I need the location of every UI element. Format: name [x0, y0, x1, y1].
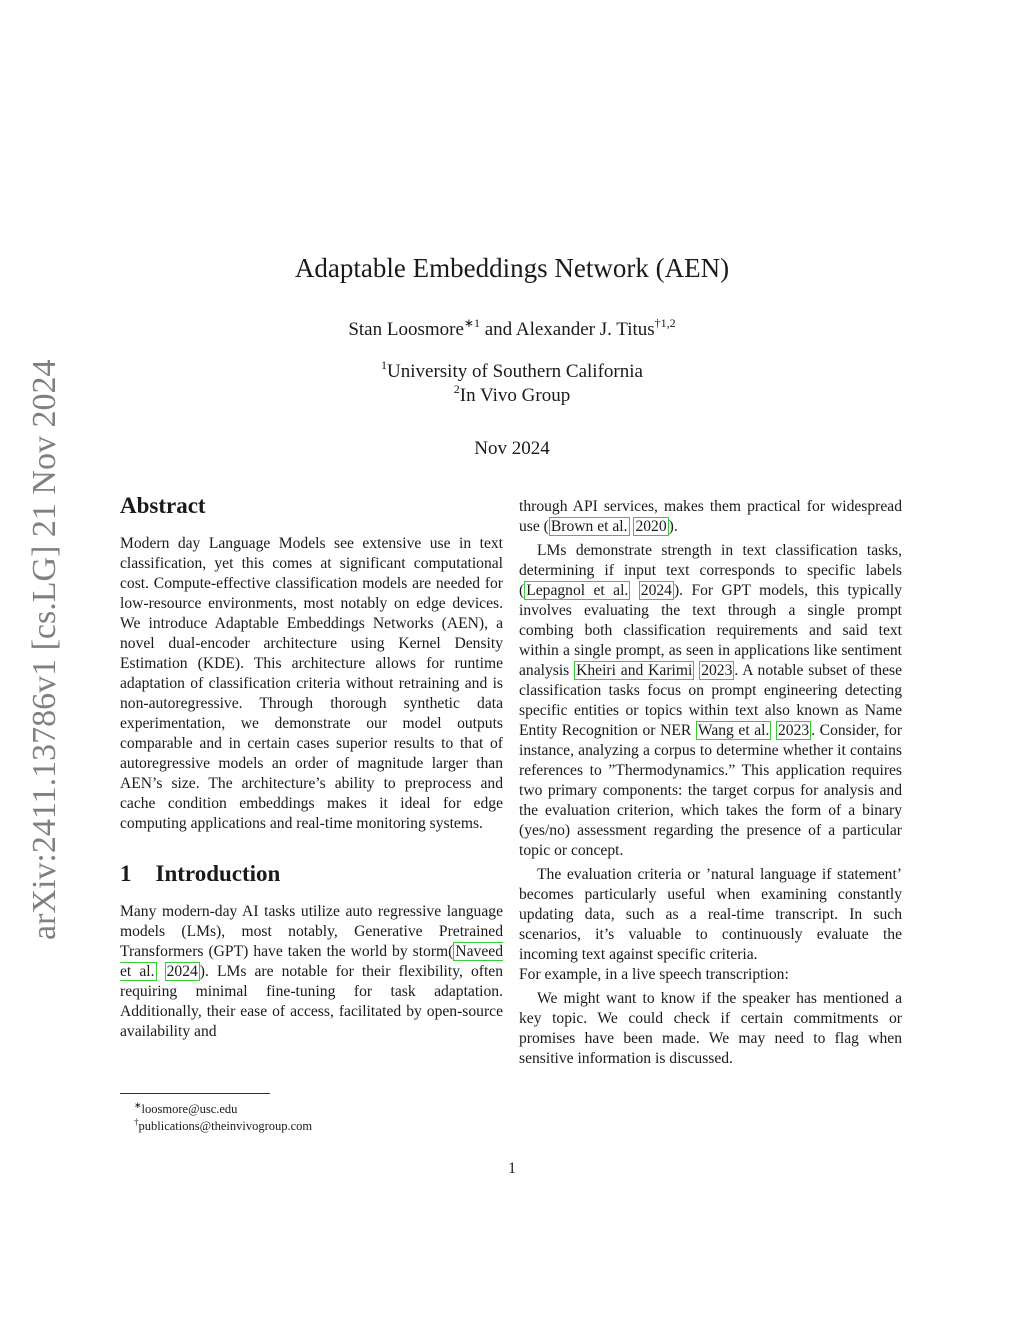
right-p1-text-a: LMs demonstrate strength in text classification tasks, determining if input text corresponds to specific labels ( [519, 542, 902, 599]
right-paragraph-0 [519, 497, 902, 537]
citation-brown-year[interactable]: 2020 [635, 518, 667, 535]
footnote-2-text[interactable]: publications@theinvivogroup.com [138, 1119, 313, 1133]
right-p1-text-c: . A notable subset of these classification tasks focus on prompt engineering detecting specific entities or topics within text also known as Name Entity Recognition or NER [519, 662, 902, 739]
right-paragraph-2: The evaluation criteria or ’natural language if statement’ becomes particularly useful when examining constantly updating data, such as a real-time transcript. In such scenarios, it’s valuable to continuously evaluate the incoming text against specific criteria. [519, 866, 902, 963]
citation-naveed-year[interactable]: 2024 [166, 963, 198, 980]
affiliation-1 [0, 360, 1024, 384]
right-p1-text-d: . Consider, for instance, analyzing a corpus to determine whether it contains references to ”Thermodynamics.” This application requires two primary components: the target corpus for analysis and the evaluation criterion, which takes the form of a binary (yes/no) assessment regarding the presence of a particular topic or concept. [519, 722, 903, 859]
affiliation-2-text: In Vivo Group [459, 385, 571, 406]
author-1: Stan Loosmore [348, 319, 464, 340]
page-number: 1 [508, 1160, 516, 1177]
author-1-mark: ∗1 [463, 316, 480, 330]
citation-wang[interactable]: Wang et al. [697, 722, 770, 739]
footnote-2-mark: † [134, 1117, 139, 1127]
citation-kheiri[interactable]: Kheiri and Karimi [576, 662, 693, 679]
right-paragraph-4: We might want to know if the speaker has mentioned a key topic. We could check if certain commitments or promises have been made. We may need to flag when sensitive information is discussed. [519, 990, 902, 1067]
affiliation-2-mark: 2 [453, 382, 460, 396]
intro-p1-text-a: Many modern-day AI tasks utilize auto regressive language models (LMs), most notably, Generative Pretrained Transformers (GPT) have taken the world by storm( [120, 903, 503, 960]
author-line [0, 318, 1024, 342]
citation-naveed[interactable]: Naveed et al. [120, 943, 503, 980]
intro-heading [120, 860, 503, 888]
citation-brown[interactable]: Brown et al. [550, 518, 628, 535]
intro-p1-text-b: ). LMs are notable for their flexibility, often requiring minimal fine-tuning for task adaptation. Additionally, their ease of access, facilitated by open-source availability and [120, 963, 504, 1040]
footnote-2 [120, 1114, 312, 1134]
left-column [120, 492, 503, 1042]
citation-lepagnol[interactable]: Lepagnol et al. [526, 582, 629, 599]
paper-title: Adaptable Embeddings Network (AEN) [294, 253, 730, 283]
citation-lepagnol-year[interactable]: 2024 [640, 582, 672, 599]
right-p0-text-a: through API services, makes them practical for widespread use ( [519, 498, 902, 535]
arxiv-identifier: arXiv:2411.13786v1 [cs.LG] 21 Nov 2024 [26, 359, 63, 940]
right-paragraph-1 [519, 541, 902, 861]
intro-title: Introduction [155, 861, 281, 886]
abstract-text: Modern day Language Models see extensive use in text classification, yet this comes at significant computational cost. Compute-effective classification models are needed for low-resource environments, most notably on edge devices. We introduce Adaptable Embeddings Networks (AEN), a novel dual-encoder architecture using Kernel Density Estimation (KDE). This architecture allows for runtime adaptation of classification criteria without retraining and is non-autoregressive. Through thorough synthetic data experimentation, we demonstrate our model outputs comparable and in certain cases superior results to that of autoregressive models an order of magnitude larger than AEN’s size. The architecture’s ability to preprocess and cache condition embeddings makes it ideal for edge computing applications and real-time monitoring systems. [120, 535, 503, 832]
footnote-divider [120, 1093, 270, 1094]
affiliation-2 [0, 384, 1024, 408]
right-column [519, 497, 902, 1069]
footnote-1-mark: ∗ [134, 1100, 142, 1110]
citation-kheiri-year[interactable]: 2023 [701, 662, 733, 679]
right-paragraph-3: For example, in a live speech transcription: [519, 966, 789, 983]
abstract-heading: Abstract [120, 493, 206, 518]
right-p0-text-b: ). [668, 518, 678, 535]
citation-wang-year[interactable]: 2023 [778, 722, 810, 739]
author-2-mark: †1,2 [654, 316, 676, 330]
intro-number: 1 [120, 861, 132, 886]
author-2: and Alexander J. Titus [479, 319, 655, 340]
affiliation-1-mark: 1 [381, 358, 388, 372]
intro-paragraph-1 [120, 902, 503, 1042]
footnote-1-text[interactable]: loosmore@usc.edu [141, 1102, 238, 1116]
affiliation-1-text: University of Southern California [387, 361, 643, 382]
paper-date: Nov 2024 [474, 438, 550, 459]
right-p1-text-b: ). For GPT models, this typically involves evaluating the text through a single prompt combing both classification requirements and said text within a single prompt, as seen in applications like sentiment analysis [519, 582, 903, 679]
